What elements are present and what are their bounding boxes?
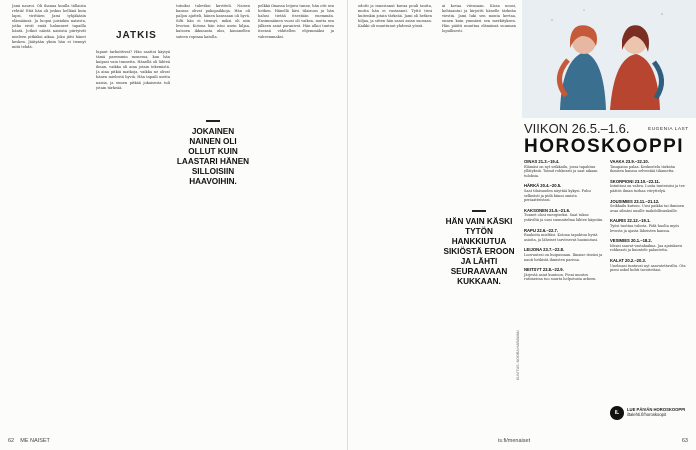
sign-text: Ideasi saavat vastakaikua. Jaa ajatuksesi rohkeasti ja kuuntele palautetta. [610,243,683,253]
horoscope-sign [524,268,604,282]
sign-text: Elämäsi on nyt seikkailu, jossa tapahtuu yllätyksiä. Toimit rohkeasti ja saat aikaan tuloksia. [524,164,598,178]
sign-text: Työsi tuottaa tulosta. Pidä huolta myös levosta ja ajasta läheisten kanssa. [610,223,680,233]
sign-name: RAPU 22.6.–22.7. [524,227,558,233]
sign-text: Intuitiosi on vahva. Luota tunteisiisi ja tee päätös ilman turhaa viivyttelyä. [610,184,685,193]
sign-text: Järjestä asiat kuntoon. Pieni muutos rutiineissa tuo suurta helpotusta arkeen. [524,272,597,282]
quote-bar [472,210,486,212]
sign-text: Tunnet olosi energiseksi. Saat tukea ystäviltä ja uusi suunnitelma lähtee käyntiin. [524,213,604,222]
article-text: tutuiksi tuleviksi kuvitteli. Naisen kanssa olivat pakopaikkoja. Hän oli paljon ajatteli, hänen kanssaan oli hyvä. Silti hän ei tiennyt, miksi oli niin levoton. Kotona hän istui usein hiljaa, katsoen ikkunasta ulos, kuunnellen sateen ropinaa katolla. [176,4,250,39]
sign-text: Seikkailu kutsuu. Uusi paikka tai ihminen avaa silmäsi uusille mahdollisuuksille. [610,204,685,213]
horoscope-sign [524,248,604,262]
horoscope-sign [610,219,690,233]
article-column-4 [258,4,334,434]
horoscope-sign [610,239,690,253]
sign-text: Rauhoita mieltäsi. Kotona tapahtuu hyviä asioita, ja läheiset tarvitsevat huomiotasi. [524,233,599,242]
right-footer-url: is.fi/menaiset [498,438,531,444]
promo-title: LUE PÄIVÄN HOROSKOOPPI [627,407,686,412]
horoscope-sign [524,229,604,243]
page-number: 62 [8,438,15,444]
right-page [348,0,696,450]
sign-name: VESIMIES 20.1.–18.2. [610,238,652,244]
signs-column-left [524,160,604,288]
sign-name: JOUSIMIES 23.11.–21.12. [610,198,660,204]
article-text: odotti ja innostanut kuvaa pouli tautta, mutta hän ei vastannut. Tyttö tiesi kuitenkin jotain tärkeää. Jami oli hetken hiljaa, ja sitten hän sanoi asian suoraan. Kaikki oli muuttunut yhdessä yössä. [358,4,432,29]
sign-name: KAKSONEN 21.5.–21.6. [524,207,571,213]
horoscope-promo[interactable] [627,407,693,417]
sign-name: OINAS 21.3.–19.4. [524,159,560,164]
article-text: lupaut tarkoittivat? Hän saattoi käytyä tämä paremmin monessa, kun hän kaipasi vain tunnetta. Hänellä oli lähteä ilman, vaikka oli aina jotain tekemistä. Ja aina pitkiä matkoja, vaikka ne olivat hänen mielestä hyviä. Hän tapaili useita naisia, ja ennen pitkää jokaisesta tuli jotain tärkeää. [96,50,170,90]
horoscope-illustration [522,0,696,118]
horoscope-sign [610,259,690,273]
horoscope-sign [610,160,690,174]
sign-name: SKORPIONI 23.10.–22.11. [610,178,661,184]
section-kicker: JATKIS [116,30,157,41]
article-text: ai kovaa viivasaan. Kissa nousi, kohtaantui ja kirjoitti hänelle tärkeän viestin. Jami luki sen monta kertaa, ennen kuin ymmärsi sen merkityksen. Hän päätti muuttaa elämänsä suunnan lopullisesti. [442,4,516,34]
horoscope-sign [610,180,690,194]
article-column-6 [442,4,516,204]
article-text: pelkkä ilmassa leijuva tunne, hän otti sen hetken. Hänellä kävi tilaisuus ja hän halusi tietää itsestään enemmän. Ensimmäinen vuosi oli vaikea, mutta sen jälkeen asiat paranivat. Hän alkoi tuntea itsensä vähitellen ehjemmäksi ja vahvemmaksi. [258,4,334,39]
left-footer [8,438,50,444]
sign-text: Luovuutesi on huipussaan. Ilmaise itseäsi ja nauti hetkistä ihmisten parissa. [524,252,603,262]
signs-column-right [610,160,690,279]
illustration-credit: KUVITUS: NOORA HARAWAN [516,330,520,380]
article-column-3 [176,4,250,112]
iltalehti-logo-icon: IL [610,406,624,420]
magazine-name: ME NAISET [20,438,50,444]
sign-text: Tasapaino palaa. Keskustelu tärkeän ihmisen kanssa selventää tilannetta. [610,164,676,174]
sign-name: NEITSYT 23.8.–22.9. [524,267,564,273]
article-column-5 [358,4,432,434]
sign-name: HÄRKÄ 20.4.–20.5. [524,183,562,189]
article-column-1 [12,4,86,434]
sign-text: Saat tilaisuuden näyttää kykysi. Puhu selkeästi ja pidä kiinni omista periaatteistasi. [524,188,591,203]
horoscope-date: VIIKON 26.5.–1.6. [524,121,630,136]
horoscope-sign [524,209,604,223]
sign-name: VAAKA 23.9.–22.10. [610,159,649,164]
sign-name: KAURIS 22.12.–19.1. [610,218,651,224]
page-number-right: 63 [681,438,688,444]
pull-quote: JOKAINEN NAINEN OLI OLLUT KUIN LAASTARI HÄNEN SILLOISIIN HAAVOIHIN. [176,120,250,187]
horoscope-author: EUGENIA LAST [648,127,689,132]
horoscope-sign [524,160,604,178]
quote-bar [206,120,220,122]
horoscope-sign [524,184,604,202]
horoscope-title: HOROSKOOPPI [524,136,685,157]
pull-quote-2: HÄN VAIN KÄSKI TYTÖN HANKKIUTUA SIKIÖSTÄ EROON JA LÄHTI SEURAAVAAN KUKKAAN. [442,210,516,287]
horoscope-sign [610,200,690,214]
sign-name: KALAT 20.2.–20.3. [610,257,646,263]
sign-text: Unelmasi tuntuvat nyt saavutettavilta. Ota pieni askel kohti tavoitettasi. [610,263,686,273]
promo-url: iltalehti.fi/horoskoopit [627,412,667,418]
article-text: Jami nauroi. Oli ihanaa kuulla tällaista rehtiä! Etiä hän oli joskus hellänä kuin lapsi, virittäen Jami tyhjäkäsin elämäänsä. Ja luopui joistakin naisista, jotka eivät enää halunneet tapailla häntä. Jotkut näistä naisista piirtyivät mieleen pitkäksi aikaa. Joku jätti hänet kesken. Jäätyään yksin hän ei tiennyt mitä tehdä. [12,4,86,49]
sign-name: LEIJONA 23.7.–22.8. [524,247,565,253]
article-column-2 [96,50,170,434]
